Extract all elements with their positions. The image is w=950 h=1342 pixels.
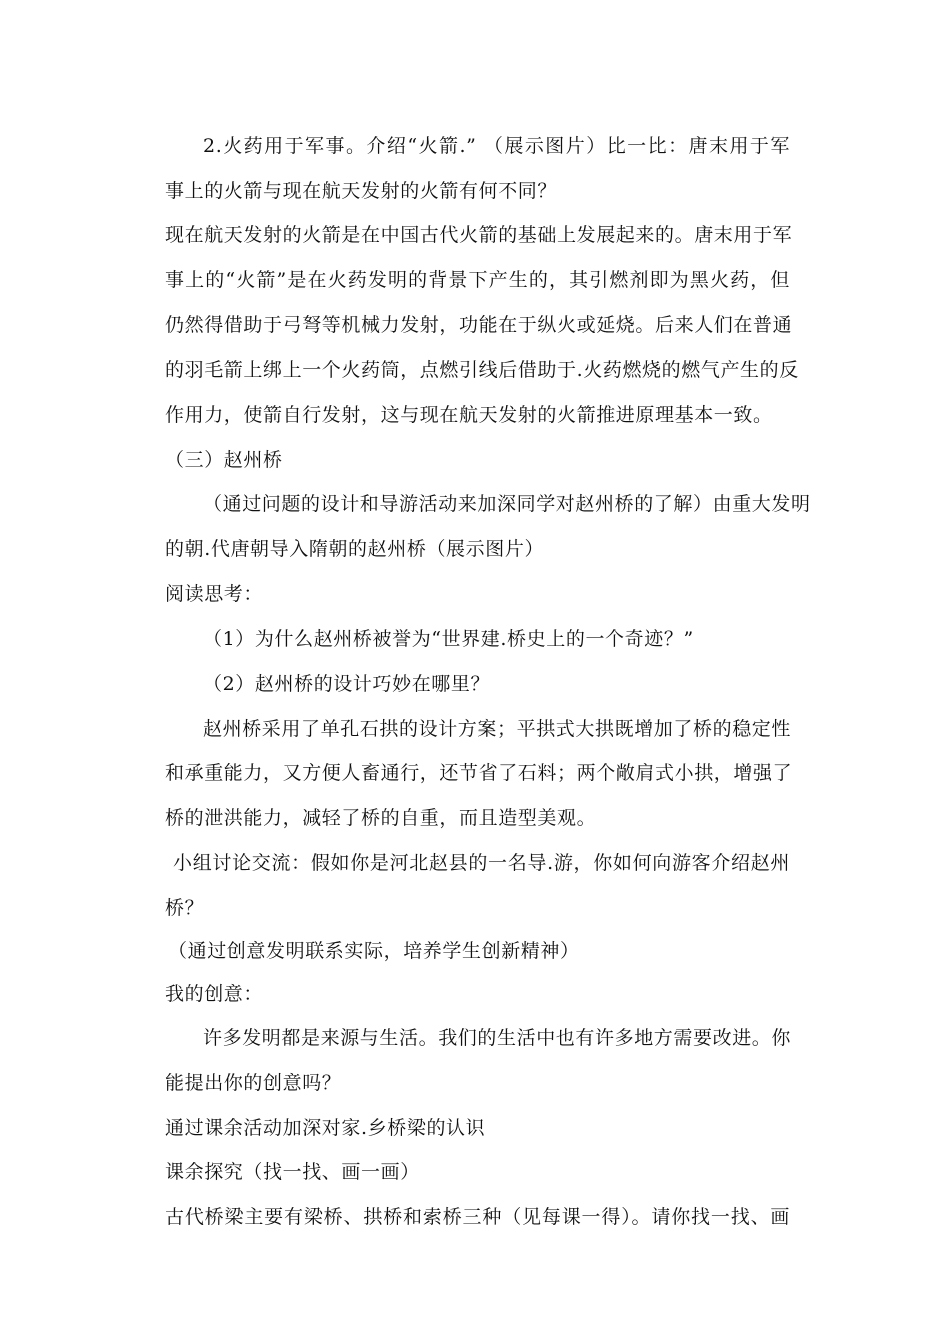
paragraph-line: （通过问题的设计和导游活动来加深同学对赵州桥的了解）由重大发明 (203, 493, 811, 515)
paragraph-line: 事上的“火箭”是在火药发明的背景下产生的，其引燃剂即为黑火药，但 (165, 269, 790, 291)
paragraph-line: 的朝.代唐朝导入隋朝的赵州桥（展示图片） (165, 538, 545, 560)
subheading: 我的创意： (165, 983, 264, 1005)
paragraph-line: 古代桥梁主要有梁桥、拱桥和索桥三种（见每课一得）。请你找一找、画 (165, 1206, 790, 1228)
paragraph-line: 仍然得借助于弓弩等机械力发射，功能在于纵火或延烧。后来人们在普通 (165, 314, 793, 336)
paragraph-line: 赵州桥采用了单孔石拱的设计方案；平拱式大拱既增加了桥的稳定性 (203, 718, 792, 740)
paragraph-line: 现在航天发射的火箭是在中国古代火箭的基础上发展起来的。唐末用于军 (165, 224, 793, 246)
paragraph-line: （通过创意发明联系实际，培养学生创新精神） (168, 940, 580, 962)
paragraph-line: 事上的火箭与现在航天发射的火箭有何不同？ (165, 180, 558, 202)
paragraph-line: 小组讨论交流：假如你是河北赵县的一名导.游，你如何向游客介绍赵州 (173, 852, 790, 874)
paragraph-line: 作用力，使箭自行发射，这与现在航天发射的火箭推进原理基本一致。 (165, 404, 773, 426)
paragraph-line: 的羽毛箭上绑上一个火药筒，点燃引线后借助于.火药燃烧的燃气产生的反 (165, 359, 799, 381)
question-item: （1）为什么赵州桥被誉为“世界建.桥史上的一个奇迹？” (203, 628, 694, 650)
paragraph-line: 能提出你的创意吗？ (165, 1072, 342, 1094)
paragraph-line: 许多发明都是来源与生活。我们的生活中也有许多地方需要改进。你 (203, 1027, 792, 1049)
section-heading: （三）赵州桥 (165, 449, 283, 471)
paragraph-line: 2.火药用于军事。介绍“火箭.” （展示图片）比一比：唐末用于军 (203, 135, 790, 157)
paragraph-line: 和承重能力，又方便人畜通行，还节省了石料；两个敞肩式小拱，增强了 (165, 762, 793, 784)
subheading: 课余探究（找一找、画一画） (165, 1161, 420, 1183)
question-item: （2）赵州桥的设计巧妙在哪里？ (203, 673, 491, 695)
subheading: 阅读思考： (165, 583, 264, 605)
paragraph-line: 桥的泄洪能力，减轻了桥的自重，而且造型美观。 (165, 807, 597, 829)
paragraph-line: 桥？ (165, 897, 205, 919)
paragraph-line: 通过课余活动加深对家.乡桥梁的认识 (165, 1117, 486, 1139)
